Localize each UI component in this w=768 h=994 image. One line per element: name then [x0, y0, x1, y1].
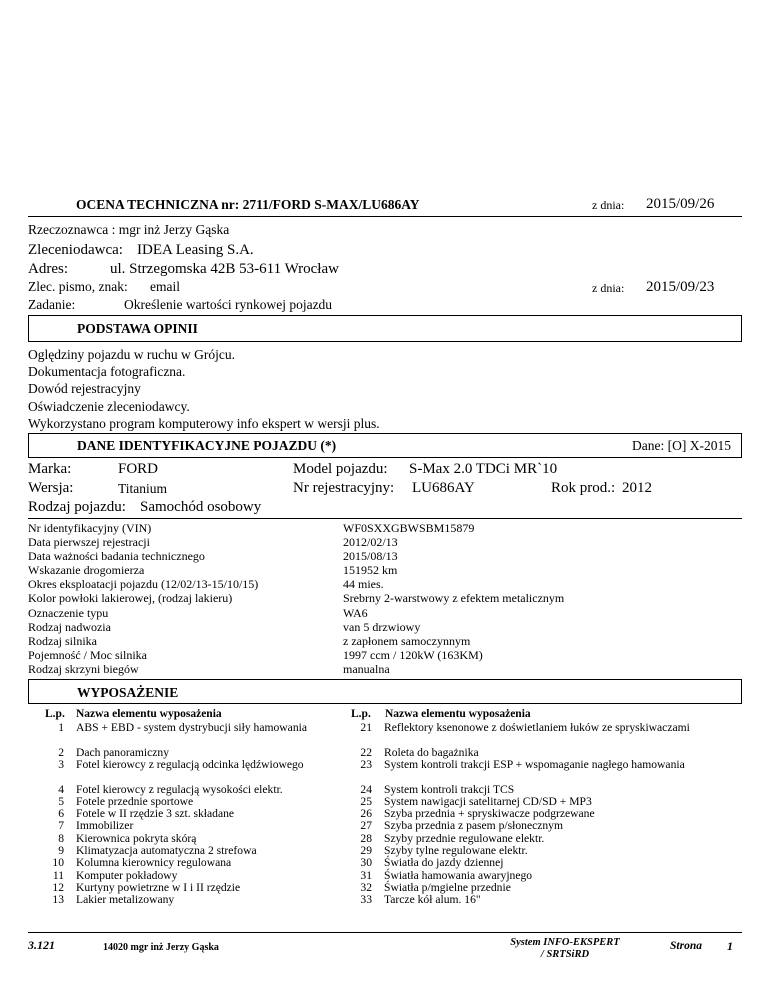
vehicle-details-values — [343, 521, 564, 676]
detail-label: Kolor powłoki lakierowej, (rodzaj lakieru) — [28, 591, 233, 606]
document-date: 2015/09/26 — [646, 196, 715, 212]
equipment-item-number: 7 — [58, 819, 64, 833]
detail-label: Nr identyfikacyjny (VIN) — [28, 521, 152, 535]
basis-line: Dowód rejestracyjny — [28, 381, 141, 397]
production-year-label: Rok prod.: — [551, 480, 616, 496]
equipment-item-number: 28 — [360, 831, 372, 845]
details-rule — [28, 518, 742, 519]
detail-label: Oznaczenie typu — [28, 605, 109, 620]
equipment-item-name: Światła do jazdy dziennej — [384, 856, 504, 870]
equipment-item-name: Kurtyny powietrzne w I i II rzędzie — [76, 880, 241, 894]
basis-line: Oględziny pojazdu w ruchu w Grójcu. — [28, 347, 235, 362]
vehicle-details-labels — [28, 521, 258, 676]
detail-value: 44 mies. — [343, 577, 384, 592]
equipment-item-name: Lakier metalizowany — [76, 893, 175, 907]
footer-author: 14020 mgr inż Jerzy Gąska — [103, 942, 219, 953]
equipment-right-lp-header: L.p. — [351, 708, 371, 720]
equipment-item-number: 12 — [52, 880, 64, 894]
equipment-item-name: Klimatyzacja automatyczna 2 strefowa — [76, 844, 257, 857]
date-label: z dnia: — [592, 198, 625, 212]
equipment-item-number: 5 — [58, 794, 64, 808]
detail-label: Okres eksploatacji pojazdu (12/02/13-15/10/15) — [28, 577, 259, 592]
equipment-item-number: 21 — [360, 721, 372, 734]
basis-heading: PODSTAWA OPINII — [77, 321, 198, 336]
equipment-item-name: Szyba przednia z pasem p/słonecznym — [384, 819, 563, 833]
footer-page-number: 1 — [727, 939, 733, 953]
equipment-item-name: System nawigacji satelitarnej CD/SD + MP3 — [384, 794, 592, 808]
equipment-item-name: Światła p/mgielne przednie — [384, 880, 511, 894]
detail-value: manualna — [343, 661, 390, 676]
equipment-item-name: Szyby przednie regulowane elektr. — [384, 831, 545, 845]
equipment-item-number: 22 — [360, 745, 372, 759]
equipment-left-lp-header: L.p. — [45, 708, 65, 720]
equipment-item-number: 29 — [360, 844, 372, 857]
vehicle-section-box — [28, 433, 742, 458]
basis-line: Wykorzystano program komputerowy info ekspert w wersji plus. — [28, 415, 380, 431]
equipment-item-number: 33 — [360, 893, 372, 907]
equipment-list-left — [44, 722, 344, 922]
detail-value: Srebrny 2-warstwowy z efektem metalicznym — [343, 591, 565, 606]
registration-value: LU686AY — [412, 480, 475, 496]
detail-label: Wskazanie drogomierza — [28, 563, 145, 578]
equipment-item-number: 24 — [360, 782, 372, 796]
equipment-item-name: Roleta do bagażnika — [384, 745, 479, 759]
client-label: Zleceniodawca: — [28, 242, 123, 258]
expert-line: Rzeczoznawca : mgr inż Jerzy Gąska — [28, 222, 230, 237]
detail-value: z zapłonem samoczynnym — [343, 633, 471, 648]
basis-lines — [28, 346, 380, 432]
vehicle-heading: DANE IDENTYFIKACYJNE POJAZDU (*) — [77, 438, 337, 453]
equipment-item-number: 30 — [360, 856, 372, 870]
equipment-item-number: 2 — [58, 745, 64, 759]
footer-code: 3.121 — [28, 938, 55, 952]
equipment-item-name: Fotele w II rzędzie 3 szt. składane — [76, 807, 235, 821]
task-value: Określenie wartości rynkowej pojazdu — [124, 297, 333, 312]
equipment-item-name: ABS + EBD - system dystrybucji siły hamowania — [76, 721, 307, 734]
vehicle-type-value: Samochód osobowy — [140, 499, 262, 515]
equipment-item-name: Szyby tylne regulowane elektr. — [384, 844, 528, 857]
equipment-item-name: Komputer pokładowy — [76, 868, 178, 882]
production-year-value: 2012 — [622, 480, 652, 496]
equipment-item-name: System kontroli trakcji TCS — [384, 782, 515, 796]
equipment-item-name: Szyba przednia + spryskiwacze podgrzewane — [384, 807, 595, 821]
detail-label: Data ważności badania technicznego — [28, 549, 205, 564]
equipment-item-name: Fotel kierowcy z regulacją odcinka lędźwiowego — [76, 757, 304, 771]
detail-label: Rodzaj skrzyni biegów — [28, 661, 139, 676]
equipment-item-name: Światła hamowania awaryjnego — [384, 868, 533, 882]
vehicle-data-source: Dane: [O] X-2015 — [632, 438, 731, 453]
vehicle-type-label: Rodzaj pojazdu: — [28, 499, 126, 515]
equipment-item-number: 3 — [58, 757, 64, 771]
equipment-item-name: Immobilizer — [76, 819, 134, 833]
equipment-item-number: 10 — [52, 856, 64, 870]
letter-value: email — [150, 279, 180, 294]
equipment-item-number: 27 — [360, 819, 372, 833]
equipment-list-right — [352, 722, 732, 922]
detail-value: 1997 ccm / 120kW (163KM) — [343, 647, 483, 662]
letter-date-label: z dnia: — [592, 281, 625, 295]
footer-page-label: Strona — [670, 940, 702, 952]
equipment-item-number: 1 — [58, 721, 64, 734]
document-title: OCENA TECHNICZNA nr: 2711/FORD S-MAX/LU686AY — [76, 197, 420, 212]
detail-label: Pojemność / Moc silnika — [28, 647, 147, 662]
equipment-item-number: 26 — [360, 807, 372, 821]
equipment-item-name: Kolumna kierownicy regulowana — [76, 856, 232, 870]
equipment-heading: WYPOSAŻENIE — [77, 685, 179, 700]
footer-system-line: / SRTSiRD — [540, 949, 590, 960]
detail-value: van 5 drzwiowy — [343, 619, 421, 634]
version-label: Wersja: — [28, 480, 74, 496]
basis-line: Oświadczenie zleceniodawcy. — [28, 398, 190, 414]
equipment-item-name: Fotele przednie sportowe — [76, 794, 194, 808]
letter-label: Zlec. pismo, znak: — [28, 279, 128, 294]
equipment-item-number: 11 — [52, 868, 64, 882]
basis-line: Dokumentacja fotograficzna. — [28, 364, 186, 380]
model-value: S-Max 2.0 TDCi MR`10 — [409, 461, 558, 477]
model-label: Model pojazdu: — [293, 461, 388, 477]
registration-label: Nr rejestracyjny: — [293, 480, 395, 496]
detail-value: WF0SXXGBWSBM15879 — [343, 521, 475, 535]
address-value: ul. Strzegomska 42B 53-611 Wrocław — [110, 261, 339, 277]
client-value: IDEA Leasing S.A. — [137, 242, 254, 258]
detail-value: 2015/08/13 — [343, 549, 398, 564]
equipment-item-name: Kierownica pokryta skórą — [76, 831, 197, 845]
version-value: Titanium — [118, 481, 168, 496]
equipment-left-name-header: Nazwa elementu wyposażenia — [76, 708, 222, 720]
detail-value: 2012/02/13 — [343, 535, 398, 550]
footer-system — [500, 937, 630, 961]
basis-section-box — [28, 315, 742, 342]
make-value: FORD — [118, 461, 159, 477]
equipment-item-name: Dach panoramiczny — [76, 745, 170, 759]
equipment-item-number: 31 — [360, 868, 372, 882]
equipment-right-name-header: Nazwa elementu wyposażenia — [385, 708, 531, 720]
letter-date: 2015/09/23 — [646, 279, 715, 295]
equipment-item-name: System kontroli trakcji ESP + wspomaganie nagłego hamowania — [384, 757, 685, 771]
task-label: Zadanie: — [28, 297, 76, 312]
equipment-item-name: Tarcze kół alum. 16" — [384, 893, 481, 907]
footer-system-line: System INFO-EKSPERT — [510, 937, 620, 948]
equipment-item-name: Fotel kierowcy z regulacją wysokości elektr. — [76, 782, 283, 796]
footer-rule — [28, 932, 742, 933]
equipment-item-number: 6 — [58, 807, 64, 821]
make-label: Marka: — [28, 461, 72, 477]
equipment-item-number: 4 — [58, 782, 64, 796]
equipment-item-number: 25 — [360, 794, 372, 808]
detail-label: Rodzaj nadwozia — [28, 619, 111, 634]
address-label: Adres: — [28, 261, 68, 277]
detail-label: Rodzaj silnika — [28, 633, 97, 648]
equipment-item-number: 23 — [360, 757, 372, 771]
equipment-item-number: 13 — [52, 893, 64, 907]
equipment-item-name: Reflektory ksenonowe z doświetlaniem łuków ze spryskiwaczami — [384, 721, 690, 734]
equipment-item-number: 32 — [360, 880, 372, 894]
detail-value: WA6 — [343, 605, 368, 620]
detail-value: 151952 km — [343, 563, 398, 578]
equipment-item-number: 8 — [58, 831, 64, 845]
header-rule — [28, 216, 742, 217]
equipment-item-number: 9 — [58, 844, 64, 857]
equipment-section-box — [28, 679, 742, 704]
detail-label: Data pierwszej rejestracji — [28, 535, 150, 550]
